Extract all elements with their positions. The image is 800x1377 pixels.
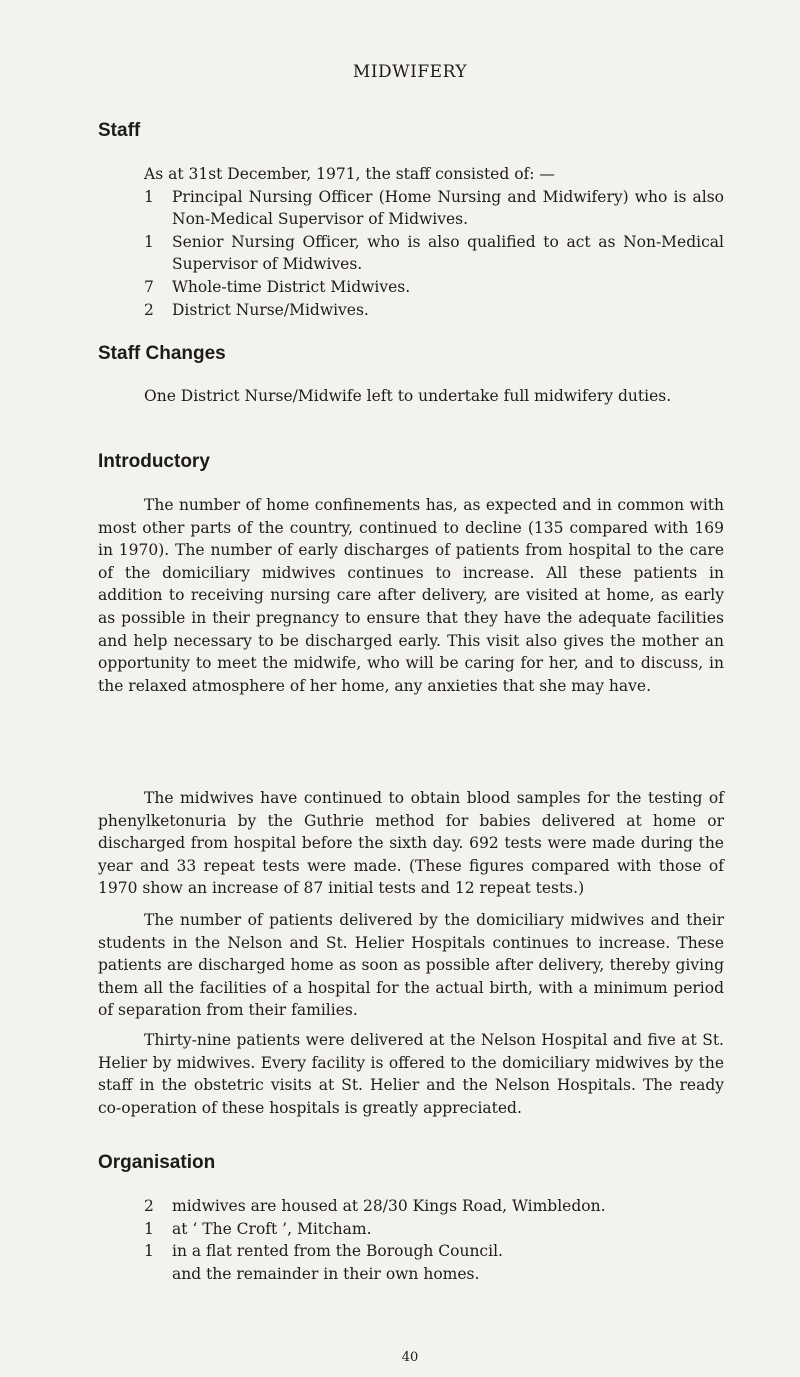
item-number: 2 [144,1197,154,1215]
introductory-section-3 [98,909,724,1022]
list-item [144,1263,724,1286]
staff-changes-section [98,385,724,408]
introductory-paragraph-2: The midwives have continued to obtain blood samples for the testing of phenylketonuria by the Guthrie method for babies delivered at home or discharged from hospital before the sixth day. 692 tests were made during the year and 33 repeat tests were made. (These figures compared with those of 1970 show an increase of 87 initial tests and 12 repeat tests.) [98,789,724,898]
staff-heading: Staff [98,120,141,141]
list-item [144,231,724,276]
introductory-heading: Introductory [98,451,210,472]
item-number: 1 [144,187,154,206]
item-text: Whole-time District Midwives. [172,277,411,296]
introductory-paragraph-4: Thirty-nine patients were delivered at the Nelson Hospital and five at St. Helier by midwives. Every facility is offered to the domiciliary midwives by the staff in the obstetric visits at St. Helier and the Nelson Hospitals. The ready co-operation of these hospitals is greatly appreciated. [98,1031,724,1117]
staff-list [98,186,724,322]
item-text: and the remainder in their own homes. [172,1264,480,1283]
item-text: Principal Nursing Officer (Home Nursing and Midwifery) who is also Non-Medical Supervisor of Midwives. [172,187,724,229]
introductory-section-4 [98,1029,724,1119]
staff-intro: As at 31st December, 1971, the staff consisted of: — [144,165,555,183]
item-text: in a flat rented from the Borough Council. [172,1242,503,1261]
organisation-list [98,1195,724,1285]
list-item [144,276,724,299]
item-number: 1 [144,1242,154,1261]
list-item [144,1218,724,1241]
organisation-section [98,1195,724,1285]
page-title: MIDWIFERY [352,62,468,82]
introductory-paragraph-1: The number of home confinements has, as expected and in common with most other parts of the country, continued to decline (135 compared with 169 in 1970). The number of early discharges of patients from hospital to the care of the domiciliary midwives continues to increase. All these patients in addition to receiving nursing care after delivery, are visited at home, as early as possible in their pregnancy to ensure that they have the adequate facilities and help necessary to be discharged early. This visit also gives the mother an opportunity to meet the midwife, who will be caring for her, and to discuss, in the relaxed atmosphere of her home, any anxieties that she may have. [98,496,724,695]
item-text: District Nurse/Midwives. [172,300,369,319]
item-number: 1 [144,1219,154,1238]
organisation-heading: Organisation [98,1152,216,1173]
item-number [144,1263,172,1286]
introductory-section-2 [98,787,724,900]
item-number: 2 [144,300,154,319]
staff-changes-paragraph: One District Nurse/Midwife left to undertake full midwifery duties. [144,387,672,405]
staff-section [98,163,724,321]
item-text: at ‘ The Croft ’, Mitcham. [172,1219,372,1238]
list-item [144,1195,724,1218]
item-text: Senior Nursing Officer, who is also qualified to act as Non-Medical Supervisor of Midwives. [172,232,724,274]
list-item [144,1240,724,1263]
staff-changes-heading: Staff Changes [98,343,226,364]
page-number: 40 [401,1350,419,1365]
list-item [144,299,724,322]
item-number: 7 [144,277,154,296]
introductory-paragraph-3: The number of patients delivered by the domiciliary midwives and their students in the Nelson and St. Helier Hospitals continues to increase. These patients are discharged home as soon as possible after delivery, thereby giving them all the facilities of a hospital for the actual birth, with a minimum period of separation from their families. [98,911,724,1020]
introductory-section [98,494,724,697]
item-number: 1 [144,232,154,251]
list-item [144,186,724,231]
item-text: midwives are housed at 28/30 Kings Road, Wimbledon. [172,1197,606,1215]
